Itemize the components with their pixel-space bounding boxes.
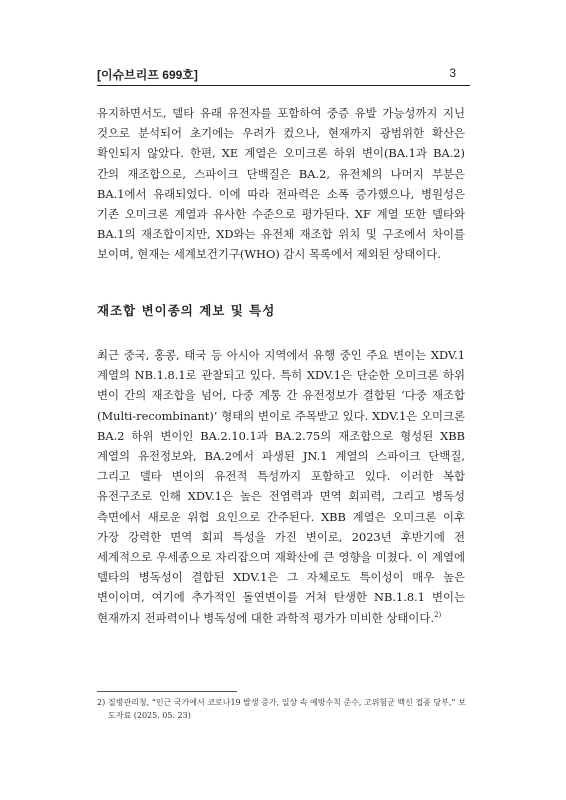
page-header [97,66,470,82]
footnote-rule [97,691,237,692]
footnote-number: 2) [97,698,106,707]
issue-brief-title: [이슈브리프 699호] [97,68,198,82]
paragraph-2-text: 최근 중국, 홍콩, 태국 등 아시아 지역에서 유행 중인 주요 변이는 XDV.1 계열의 NB.1.8.1로 관찰되고 있다. 특히 XDV.1은 단순한 오미크론 하위 변이 간의 재조합을 넘어, 다중 계통 간 유전정보가 결합된 ‘다중 재조합(Multi-recombinant)’ 형태의 변이로 주목받고 있다. XDV.1은 오미크론 BA.2 하위 변이인 BA.2.10.1과 BA.2.75의 재조합으로 형성된 XBB 계열의 유전정보와, BA.2에서 파생된 JN.1 계열의 스파이크 단백질, 그리고 델타 변이의 유전적 특성까지 포함하고 있다. 이러한 복합 유전구조로 인해 XDV.1은 높은 전염력과 면역 회피력, 그리고 병독성 측면에서 새로운 위협 요인으로 간주된다. XBB 계열은 오미크론 이후 가장 강력한 면역 회피 특성을 가진 변이로, 2023년 후반기에 전 세계적으로 우세종으로 자리잡으며 재확산에 큰 영향을 미쳤다. 이 계열에 델타의 병독성이 결합된 XDV.1은 그 자체로도 특이성이 매우 높은 변이이며, 여기에 추가적인 돌연변이를 거쳐 탄생한 NB.1.8.1 변이는 현재까지 전파력이나 병독성에 대한 과학적 평가가 미비한 상태이다. [97,348,465,625]
footnote-text: 질병관리청, “인근 국가에서 코로나19 발생 증가, 일상 속 예방수칙 준수, 고위험군 백신 접종 당부,” 보도자료 (2025. 05. 23) [108,698,466,720]
page-number: 3 [449,66,456,80]
footnote [97,697,467,722]
body-paragraph-1 [97,103,465,265]
paragraph-1-text: 유지하면서도, 델타 유래 유전자를 포함하여 중증 유발 가능성까지 지닌 것으로 분석되어 초기에는 우려가 컸으나, 현재까지 광범위한 확산은 확인되지 않았다. 한편, XE 계열은 오미크론 하위 변이(BA.1과 BA.2) 간의 재조합으로, 스파이크 단백질은 BA.2, 유전체의 나머지 부분은 BA.1에서 유래되었다. 이에 따라 전파력은 소폭 증가했으나, 병원성은 기존 오미크론 계열과 유사한 수준으로 평가된다. XF 계열 또한 델타와 BA.1의 재조합이지만, XD와는 유전체 재조합 위치 및 구조에서 차이를 보이며, 현재는 세계보건기구(WHO) 감시 목록에서 제외된 상태이다. [97,106,465,262]
footnote-reference[interactable]: 2) [434,610,442,619]
header-rule [97,85,470,86]
section-heading: 재조합 변이종의 계보 및 특성 [97,303,276,318]
body-paragraph-2 [97,345,465,628]
